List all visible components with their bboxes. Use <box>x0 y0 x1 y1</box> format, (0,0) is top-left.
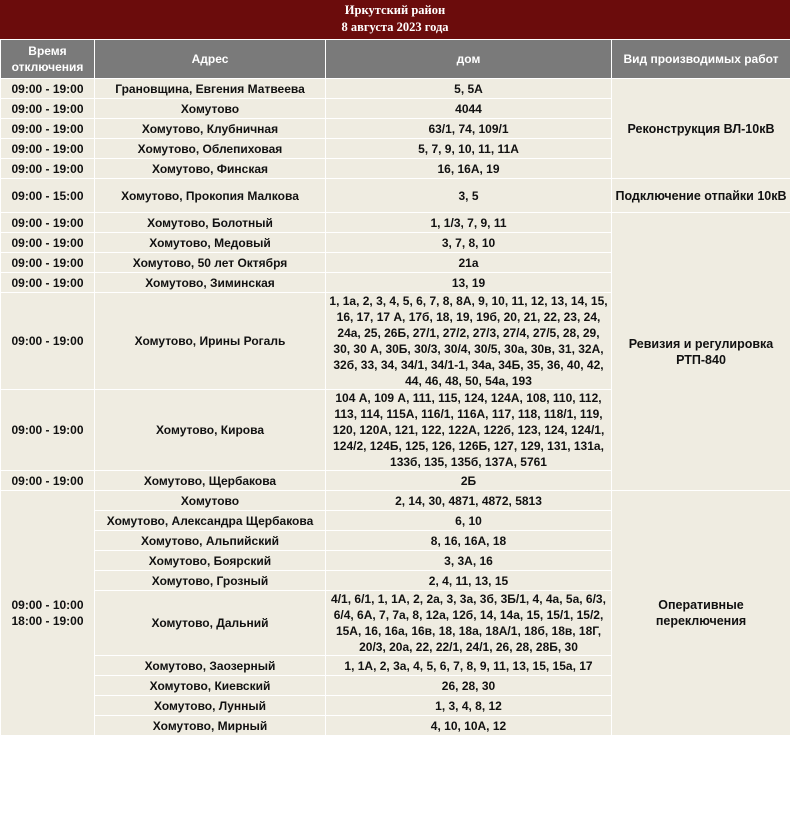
switching-time-2: 18:00 - 19:00 <box>11 614 84 628</box>
time-cell: 09:00 - 19:00 <box>1 159 95 179</box>
house-cell: 3, 5 <box>326 179 612 213</box>
address-cell: Хомутово, Боярский <box>95 551 326 571</box>
house-cell: 26, 28, 30 <box>326 676 612 696</box>
house-cell: 104 А, 109 А, 111, 115, 124, 124А, 108, 110, 112, 113, 114, 115А, 116/1, 116А, 117, 118, 118/1, 119, 120, 120А, 121, 122, 122А, 122б, 123, 124, 124/1, 124/2, 124Б, 125, 126, 126Б, 127, 129, 131, 131а, 133б, 135, 135б, 137А, 5761 <box>326 390 612 471</box>
house-cell: 13, 19 <box>326 273 612 293</box>
time-cell: 09:00 - 19:00 <box>1 99 95 119</box>
house-cell: 63/1, 74, 109/1 <box>326 119 612 139</box>
address-cell: Хомутово <box>95 491 326 511</box>
address-cell: Хомутово, Мирный <box>95 716 326 736</box>
time-cell: 09:00 - 19:00 <box>1 79 95 99</box>
time-cell: 09:00 - 15:00 <box>1 179 95 213</box>
col-header-address: Адрес <box>95 40 326 79</box>
col-header-time: Время отключения <box>1 40 95 79</box>
time-cell: 09:00 - 19:00 <box>1 119 95 139</box>
col-header-work: Вид производимых работ <box>612 40 790 79</box>
address-cell: Хомутово, Грозный <box>95 571 326 591</box>
house-cell: 1, 1/3, 7, 9, 11 <box>326 213 612 233</box>
house-cell: 1, 3, 4, 8, 12 <box>326 696 612 716</box>
house-cell: 3, 7, 8, 10 <box>326 233 612 253</box>
house-cell: 1, 1А, 2, 3а, 4, 5, 6, 7, 8, 9, 11, 13, 15, 15а, 17 <box>326 656 612 676</box>
address-cell: Хомутово, Заозерный <box>95 656 326 676</box>
time-cell: 09:00 - 19:00 <box>1 293 95 390</box>
time-cell: 09:00 - 19:00 <box>1 213 95 233</box>
work-cell: Реконструкция ВЛ-10кВ <box>612 79 790 179</box>
address-cell: Хомутово, Дальний <box>95 591 326 656</box>
address-cell: Хомутово, Александра Щербакова <box>95 511 326 531</box>
address-cell: Хомутово, Щербакова <box>95 471 326 491</box>
address-cell: Хомутово, Клубничная <box>95 119 326 139</box>
outage-table <box>0 39 790 736</box>
address-cell: Хомутово, Ирины Рогаль <box>95 293 326 390</box>
address-cell: Хомутово, Медовый <box>95 233 326 253</box>
table-row <box>1 491 790 511</box>
time-cell: 09:00 - 19:00 <box>1 273 95 293</box>
region-title: Иркутский район <box>344 3 446 17</box>
address-cell: Хомутово, 50 лет Октября <box>95 253 326 273</box>
address-cell: Хомутово, Лунный <box>95 696 326 716</box>
time-cell: 09:00 - 19:00 <box>1 233 95 253</box>
address-cell: Хомутово, Зиминская <box>95 273 326 293</box>
house-cell: 2Б <box>326 471 612 491</box>
house-cell: 4044 <box>326 99 612 119</box>
time-cell: 09:00 - 19:00 <box>1 253 95 273</box>
house-cell: 3, 3А, 16 <box>326 551 612 571</box>
col-header-house: дом <box>326 40 612 79</box>
house-cell: 2, 4, 11, 13, 15 <box>326 571 612 591</box>
time-cell <box>1 491 95 736</box>
date-title: 8 августа 2023 года <box>341 20 449 34</box>
house-cell: 1, 1а, 2, 3, 4, 5, 6, 7, 8, 8А, 9, 10, 11, 12, 13, 14, 15, 16, 17, 17 А, 17б, 18, 19, 19б, 20, 21, 22, 23, 24, 24а, 25, 26Б, 27/1, 27/2, 27/3, 27/4, 27/5, 28, 29, 30, 30 А, 30Б, 30/3, 30/4, 30/5, 30а, 30в, 31, 32А, 32б, 33, 34, 34/1, 34/1-1, 34а, 34Б, 35, 36, 40, 42, 44, 46, 48, 50, 54а, 193 <box>326 293 612 390</box>
address-cell: Хомутово, Киевский <box>95 676 326 696</box>
work-cell: Ревизия и регулировка РТП-840 <box>612 213 790 491</box>
table-banner <box>0 0 790 39</box>
house-cell: 6, 10 <box>326 511 612 531</box>
house-cell: 2, 14, 30, 4871, 4872, 5813 <box>326 491 612 511</box>
house-cell: 16, 16А, 19 <box>326 159 612 179</box>
house-cell: 21а <box>326 253 612 273</box>
house-cell: 5, 5А <box>326 79 612 99</box>
time-cell: 09:00 - 19:00 <box>1 471 95 491</box>
address-cell: Грановщина, Евгения Матвеева <box>95 79 326 99</box>
work-cell: Подключение отпайки 10кВ <box>612 179 790 213</box>
switching-time-1: 09:00 - 10:00 <box>11 598 84 612</box>
address-cell: Хомутово, Кирова <box>95 390 326 471</box>
address-cell: Хомутово, Прокопия Малкова <box>95 179 326 213</box>
table-row <box>1 213 790 233</box>
house-cell: 4/1, 6/1, 1, 1А, 2, 2а, 3, 3а, 3б, 3Б/1, 4, 4а, 5а, 6/3, 6/4, 6А, 7, 7а, 8, 12а, 12б, 14, 14а, 15, 15/1, 15/2, 15А, 16, 16а, 16в, 18, 18а, 18А/1, 18б, 18в, 18Г, 20/3, 20а, 22, 22/1, 24/1, 26, 28, 28Б, 30 <box>326 591 612 656</box>
time-cell: 09:00 - 19:00 <box>1 390 95 471</box>
address-cell: Хомутово, Облепиховая <box>95 139 326 159</box>
time-cell: 09:00 - 19:00 <box>1 139 95 159</box>
work-cell: Оперативные переключения <box>612 491 790 736</box>
header-row <box>1 40 790 79</box>
address-cell: Хомутово <box>95 99 326 119</box>
address-cell: Хомутово, Альпийский <box>95 531 326 551</box>
house-cell: 8, 16, 16А, 18 <box>326 531 612 551</box>
house-cell: 5, 7, 9, 10, 11, 11А <box>326 139 612 159</box>
address-cell: Хомутово, Болотный <box>95 213 326 233</box>
table-row <box>1 179 790 213</box>
table-row <box>1 79 790 99</box>
address-cell: Хомутово, Финская <box>95 159 326 179</box>
house-cell: 4, 10, 10А, 12 <box>326 716 612 736</box>
